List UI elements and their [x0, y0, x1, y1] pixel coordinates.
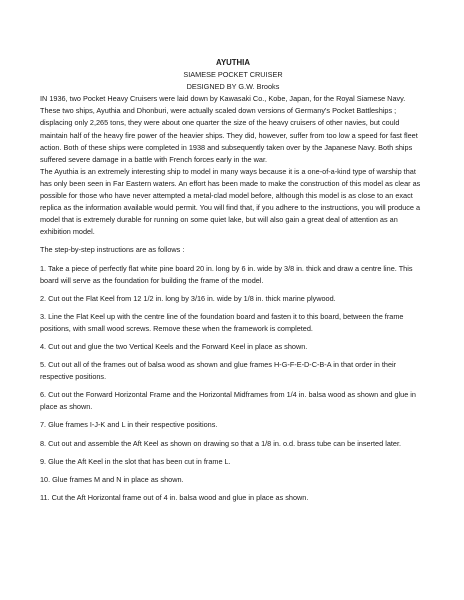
step-5: 5. Cut out all of the frames out of balsa wood as shown and glue frames H-G-F-E-D-C-B-A in that order in their respective positions.	[40, 360, 397, 382]
modeling-paragraph: The Ayuthia is an extremely interesting ship to model in many ways because it is a one-of-a-kind type of warship that has only been seen in Far Eastern waters. An effort has been made to make the construction of this model as clear as possible for those who have never attempted a metal-clad model before, although this model is as close to an exact replica as the information available would permit. You will find that, if you adhere to the instructions, you will produce a model that is extremely durable for running on some quiet lake, but will also gain a great deal of attention as an exhibition model.	[40, 166, 421, 237]
step-4: 4. Cut out and glue the two Vertical Keels and the Forward Keel in place as shown.	[40, 341, 308, 351]
step-10: 10. Glue frames M and N in place as shown.	[40, 474, 184, 484]
history-paragraph: IN 1936, two Pocket Heavy Cruisers were laid down by Kawasaki Co., Kobe, Japan, for the Royal Siamese Navy. These two ships, Ayuthia and Dhonburi, were actually scaled down versions of Germany's Pocket Battleships ; displacing only 2,265 tons, they were about one quarter the size of the heavy cruisers of other navies, but could maintain half of the heavy fire power of the heavier ships. They did, however, suffer from too low a speed for fast fleet action. Both of these ships were completed in 1938 and subsequently taken over by the Japanese Navy. Both ships suffered severe damage in a battle with French forces early in the war.	[40, 94, 418, 164]
step-2: 2. Cut out the Flat Keel from 12 1/2 in. long by 3/16 in. wide by 1/8 in. thick marine plywood.	[40, 293, 336, 303]
document-page	[40, 57, 426, 504]
steps-intro: The step-by-step instructions are as follows :	[40, 245, 185, 255]
step-6: 6. Cut out the Forward Horizontal Frame and the Horizontal Midframes from 1/4 in. balsa wood as shown and glue in place as shown.	[40, 390, 416, 412]
step-8: 8. Cut out and assemble the Aft Keel as shown on drawing so that a 1/8 in. o.d. brass tube can be inserted later.	[40, 438, 402, 448]
document-subtitle: SIAMESE POCKET CRUISER	[183, 70, 283, 80]
document-title: AYUTHIA	[216, 58, 250, 67]
step-11: 11. Cut the Aft Horizontal frame out of 4 in. balsa wood and glue in place as shown.	[40, 492, 309, 502]
step-9: 9. Glue the Aft Keel in the slot that has been cut in frame L.	[40, 456, 231, 466]
document-byline: DESIGNED BY G.W. Brooks	[186, 82, 280, 92]
step-7: 7. Glue frames I-J-K and L in their respective positions.	[40, 420, 218, 430]
steps-list	[40, 263, 426, 504]
step-3: 3. Line the Flat Keel up with the centre line of the foundation board and fasten it to this board, between the frame positions, with small wood screws. Remove these when the framework is completed.	[40, 311, 404, 333]
step-1: 1. Take a piece of perfectly flat white pine board 20 in. long by 6 in. wide by 3/8 in. thick and draw a centre line. This board will serve as the foundation for building the frame of the model.	[40, 263, 413, 285]
